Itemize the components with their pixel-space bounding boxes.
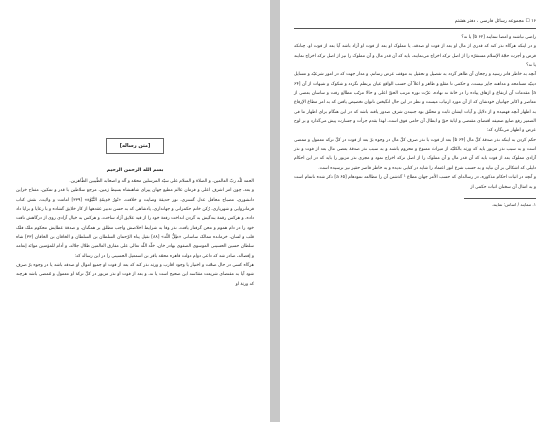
right-paragraph-3: آنچه به خاطر فاتر رسید و رجحان آن ظاهر گردد به تفصیل و تحقیل به موقف عرض رسانم، و مدار جهت که در امور شرعیّه و مسایل دینیّه مسامحه و مداهنه جایز نیست، و حکمی تا مقلع و ظاهر و اعلاً آن حسب الواقع عیان برنظم نگردد و شکوک و شبهات از آن [۶۴ a] مقدمات آن ارتفاع و ازهاق پیاده را در خانهٔ نه نهاده، عزّت نوره مرتب الحقّ اعلی و حالا مرتّب مطالع رفت و ساسان بعضی از معاصر و اکابر جهانیان خودشان که از آن مورد ارتیاب میست و نظر در این حال انگیختن ناتوان تخصیص یافتن که به امر مطاع الإرفاع به اظهار آنچه فهمیده و از دلایل و آیات ایشان ثابت و محقّق بود جنبندن شرف صدور یافته باشد که در این هنگام برای اظهار ما فی الضمیر رفع ضایع ضعیفه اقتضای مقتضی و ایابهٔ حقّ و ابطال آن حامی فوق است، لهذا بقدم جرأت و جسارت پیش می‌گذارد و بر لوح عرض و اظهار می‌نگارد که: xyxy=(294,72,536,134)
right-paragraph-2: و در اینکه هرگاه نذر کند که قدری از مال او بعد از فوت او صدقه، یا مملوک او بعد از فوت او آزاد باشد آیا بعد از فوت او، چنانکه فرض و أجرت حجّة الإسلام مستقرّه را از اصل ترکه اخراج می‌نمایند، باید که آن قدر مال و آن مملوک را نیز از اصل ترکه اخراج نمایند یا نه؟ xyxy=(294,44,536,69)
basmala: بسم الله الرحمن الرحیم xyxy=(106,168,164,173)
footnote-rule xyxy=(464,198,536,199)
footnote: ۱. تنمایند / اساس: نمایند. xyxy=(491,201,536,207)
left-page xyxy=(0,0,270,422)
left-paragraph-1: الحمد للّه ربّ العالمین، و الصلاة و السلام علی سیّد المرسلین محمّد و آله و اصحابه الطّیبین الطّاهرین. xyxy=(69,179,254,184)
right-paragraph-4: حکم کردن به اینکه نذر صدقهٔ کلّ مال [۶۴ b] بعد از فوت با نذر صرف کلّ مال در وجوه برّ بعد از فوت در کلّ ترکه معمول و ممضی است و به سبب نذر مزبور باید که ورثه بالکلیّه از میراث ممنوع و محروم باشند و به سبب نذر صدقهٔ بعضی مال بعد از فوت و نذر آزادی مملوک بعد از فوت باید که آن قدر مال و آن مملوک را از اصل ترکه اخراج نمود و مجری نذر مزبور را باید که در این احکام دلیلی که اشکالی بر آن نباید و به حسب شرع انور اعتماد را شاید در کتابی ندیده و به خاطر فاصر حقیر نیز نرسیده است. xyxy=(294,137,536,171)
right-paragraph-1: راضی نباشند و امضا ننمایند [۶۲ b] یا نه؟ xyxy=(461,35,536,40)
left-paragraph-2: و بعد، چون امر اشرف اعلی و فرمان عالم مطیع جهان پیرای شاهنشاه بسیط زمین، مرجع سلاطین با قدر و تمکین، مفتاح خزاین دانشوری، مصباح محافل عدل گستری، نور حدیقهٔ وصایت و خلافت، «نُورُ حَدِیقَةِ النُّبُوَّة» [۳۳۹] امامت و ولایت، نقش کتاب فرمانروایی و شهریاری، رُکن خاتم حکمرانی و جهانداری، پادشاهی که به حسن تدبیر عقدهها از کار خلایق گشاده و با رعایا و برایا داد داده، و هرکس رقمهٔ بندگیش به گردن انداخت رفعهٔ خود را از قید علایق آزاد ساخت، و هرکس به خیال آزادی روی از درگاهش تافت خود را در دام هموم و محن گرفتار یافت، نذر وفا به شرایط اخلاصش واجب مطلق بر همگنان، و صدقهٔ عطایش محکوم ملک فلک قلب و لسان، خرمانده ممالک ساسانی «ظِلُّ اللّه» [۸۸] نقیل پناه الرّحمان السلطان بن السلطان و الخاقان بن الخاقان [۳۳] شاه سلطان حسین الحسینی الموسوی الصفوی بهادر خان، خلّد اللّه تعالی علی مفارق العالمین ظلال جلاله، و أدام للمؤمنین موائد إنعامه و إفضاله، صادر شد که داعی دوام دولت قاهره محمّد باقر بن اسمعیل الحسینی را در این رساله که: xyxy=(16,188,254,259)
left-paragraph-3: هرگاه کسی در حال صحّت و اختیار یا وجود اقارب و ورثه نذر کند که بعد از فوت او جمیع اموال او صدقه باشد یا در وجوه برّ صرف شود آیا به مقتضای شریعت مقدّسه این صحیح است یا نه، و بعد از فوت او نذر مزبور در کلّ ترکهٔ او معمول و مُمضی باشد هرچند که ورثهٔ او xyxy=(16,263,254,287)
section-title-box: [متن رساله] xyxy=(106,138,164,154)
running-head: ۱۶ ☐ مجموعه رسائل فارسی ، دفتر هشتم xyxy=(294,16,536,29)
right-paragraph-5: و آنچه در اثبات احکام مذکوره، در رساله‌ای که حسب الأمر جهان مطاع ¹ گذشتن آن را مطالعه نمودهام [۶۵ a] ذکر شده ناتمام است و به امثال آن سخنان اثبات حکمی از xyxy=(294,175,536,190)
right-page xyxy=(280,0,550,422)
